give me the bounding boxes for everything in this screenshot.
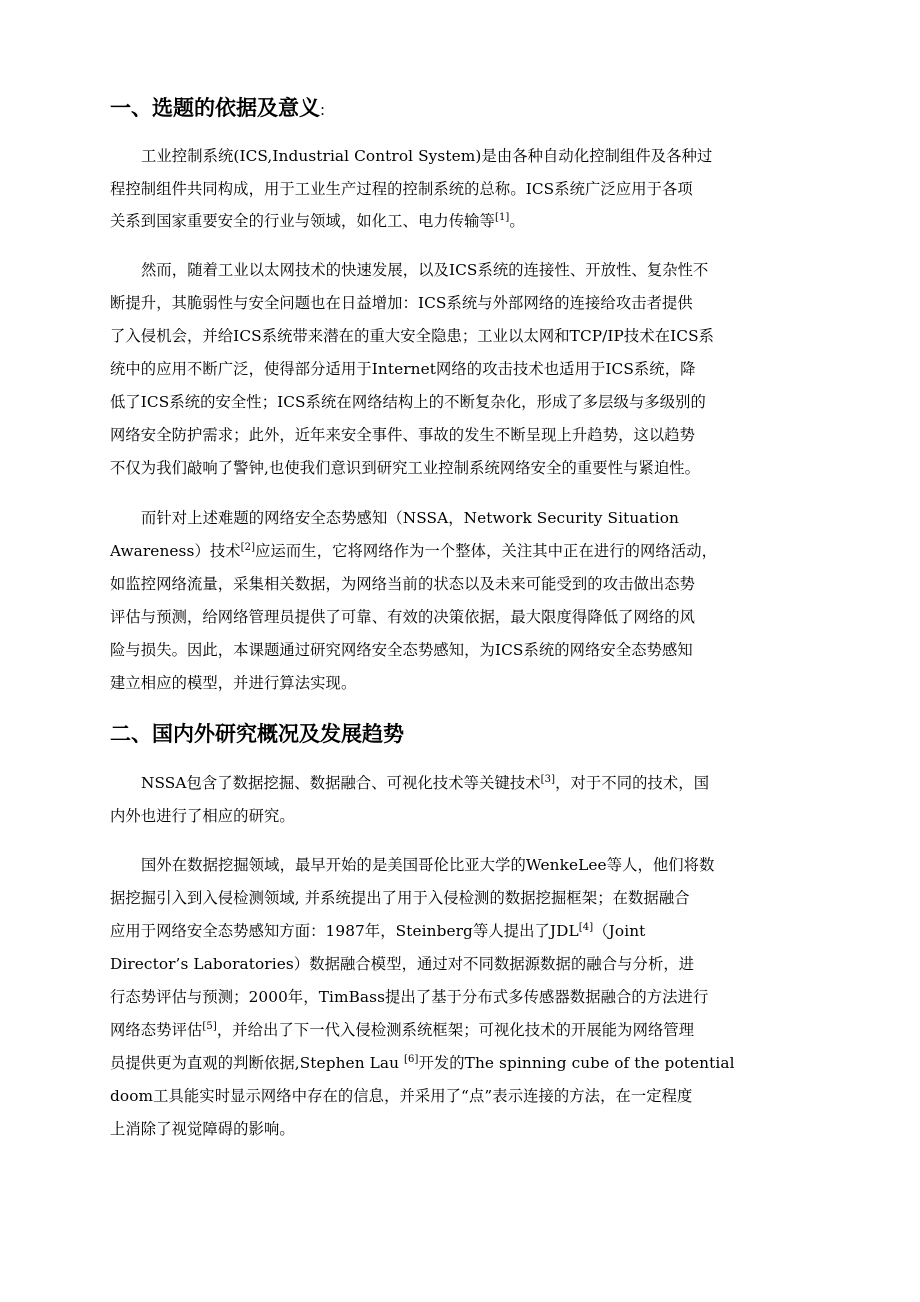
section-heading-1-colon: : <box>320 101 326 119</box>
citation-ref: [1] <box>494 212 510 223</box>
citation-ref: [3] <box>540 774 556 785</box>
text-line <box>110 540 717 562</box>
text-line: 据挖掘引入到入侵检测领域, 并系统提出了用于入侵检测的数据挖掘框架；在数据融合 <box>110 889 690 907</box>
text-line: doom工具能实时显示网络中存在的信息，并采用了“点”表示连接的方法，在一定程度 <box>110 1087 693 1105</box>
text-line: 建立相应的模型，并进行算法实现。 <box>110 674 357 692</box>
text-line: 如监控网络流量，采集相关数据，为网络当前的状态以及未来可能受到的攻击做出态势 <box>110 575 696 593</box>
text-line: 网络安全防护需求；此外，近年来安全事件、事故的发生不断呈现上升趋势，这以趋势 <box>110 426 696 444</box>
text-line: 行态势评估与预测；2000年，TimBass提出了基于分布式多传感器数据融合的方法进行 <box>110 988 709 1006</box>
text-line: 了入侵机会，并给ICS系统带来潜在的重大安全隐患；工业以太网和TCP/IP技术在ICS系 <box>110 327 715 345</box>
text-line: 然而，随着工业以太网技术的快速发展，以及ICS系统的连接性、开放性、复杂性不 <box>141 261 709 279</box>
text-span: 应用于网络安全态势感知方面：1987年，Steinberg等人提出了JDL <box>110 922 579 940</box>
text-line: 统中的应用不断广泛，使得部分适用于Internet网络的攻击技术也适用于ICS系统，降 <box>110 360 696 378</box>
text-line: 评估与预测，给网络管理员提供了可靠、有效的决策依据，最大限度得降低了网络的风 <box>110 608 696 626</box>
text-line: 而针对上述难题的网络安全态势感知（NSSA，Network Security Situation <box>141 509 679 527</box>
text-line <box>141 772 709 794</box>
text-span: 员提供更为直观的判断依据,Stephen Lau <box>110 1054 405 1072</box>
section-heading-2: 二、国内外研究概况及发展趋势 <box>110 722 404 746</box>
text-line: 低了ICS系统的安全性；ICS系统在网络结构上的不断复杂化，形成了多层级与多级别的 <box>110 393 706 411</box>
text-span: 开发的The spinning cube of the potential <box>418 1054 735 1072</box>
text-span: 。 <box>509 212 525 230</box>
citation-ref: [2] <box>240 542 256 553</box>
citation-ref: [4] <box>578 922 594 933</box>
text-span: NSSA包含了数据挖掘、数据融合、可视化技术等关键技术 <box>141 774 541 792</box>
text-span: 网络态势评估 <box>110 1021 203 1039</box>
citation-ref: [5] <box>202 1021 217 1032</box>
text-line: Director’s Laboratories）数据融合模型，通过对不同数据源数据的融合与分析，进 <box>110 955 695 973</box>
text-line <box>110 1019 694 1041</box>
text-line: 工业控制系统(ICS,Industrial Control System)是由各种自动化控制组件及各种过 <box>141 147 713 165</box>
text-span: 应运而生，它将网络作为一个整体，关注其中正在进行的网络活动， <box>255 542 718 560</box>
text-line: 断提升，其脆弱性与安全问题也在日益增加：ICS系统与外部网络的连接给攻击者提供 <box>110 294 693 312</box>
text-span: Awareness）技术 <box>110 542 241 560</box>
text-line: 国外在数据挖掘领域，最早开始的是美国哥伦比亚大学的WenkeLee等人，他们将数 <box>141 856 715 874</box>
text-span: ，并给出了下一代入侵检测系统框架；可视化技术的开展能为网络管理 <box>216 1021 695 1039</box>
text-line <box>110 920 645 942</box>
section-heading-1-text: 一、选题的依据及意义 <box>110 96 320 120</box>
text-line: 险与损失。因此，本课题通过研究网络安全态势感知，为ICS系统的网络安全态势感知 <box>110 641 693 659</box>
text-span: ，对于不同的技术，国 <box>555 774 710 792</box>
text-line <box>110 210 525 232</box>
text-line: 内外也进行了相应的研究。 <box>110 807 295 825</box>
text-span: 关系到国家重要安全的行业与领域，如化工、电力传输等 <box>110 212 495 230</box>
text-line: 不仅为我们敲响了警钟,也使我们意识到研究工业控制系统网络安全的重要性与紧迫性。 <box>110 459 701 477</box>
citation-ref: [6] <box>404 1054 419 1065</box>
text-line <box>110 1052 735 1074</box>
text-line: 上消除了视觉障碍的影响。 <box>110 1120 295 1138</box>
text-line: 程控制组件共同构成，用于工业生产过程的控制系统的总称。ICS系统广泛应用于各项 <box>110 180 693 198</box>
section-heading-1 <box>110 94 325 124</box>
text-span: （Joint <box>593 922 646 940</box>
